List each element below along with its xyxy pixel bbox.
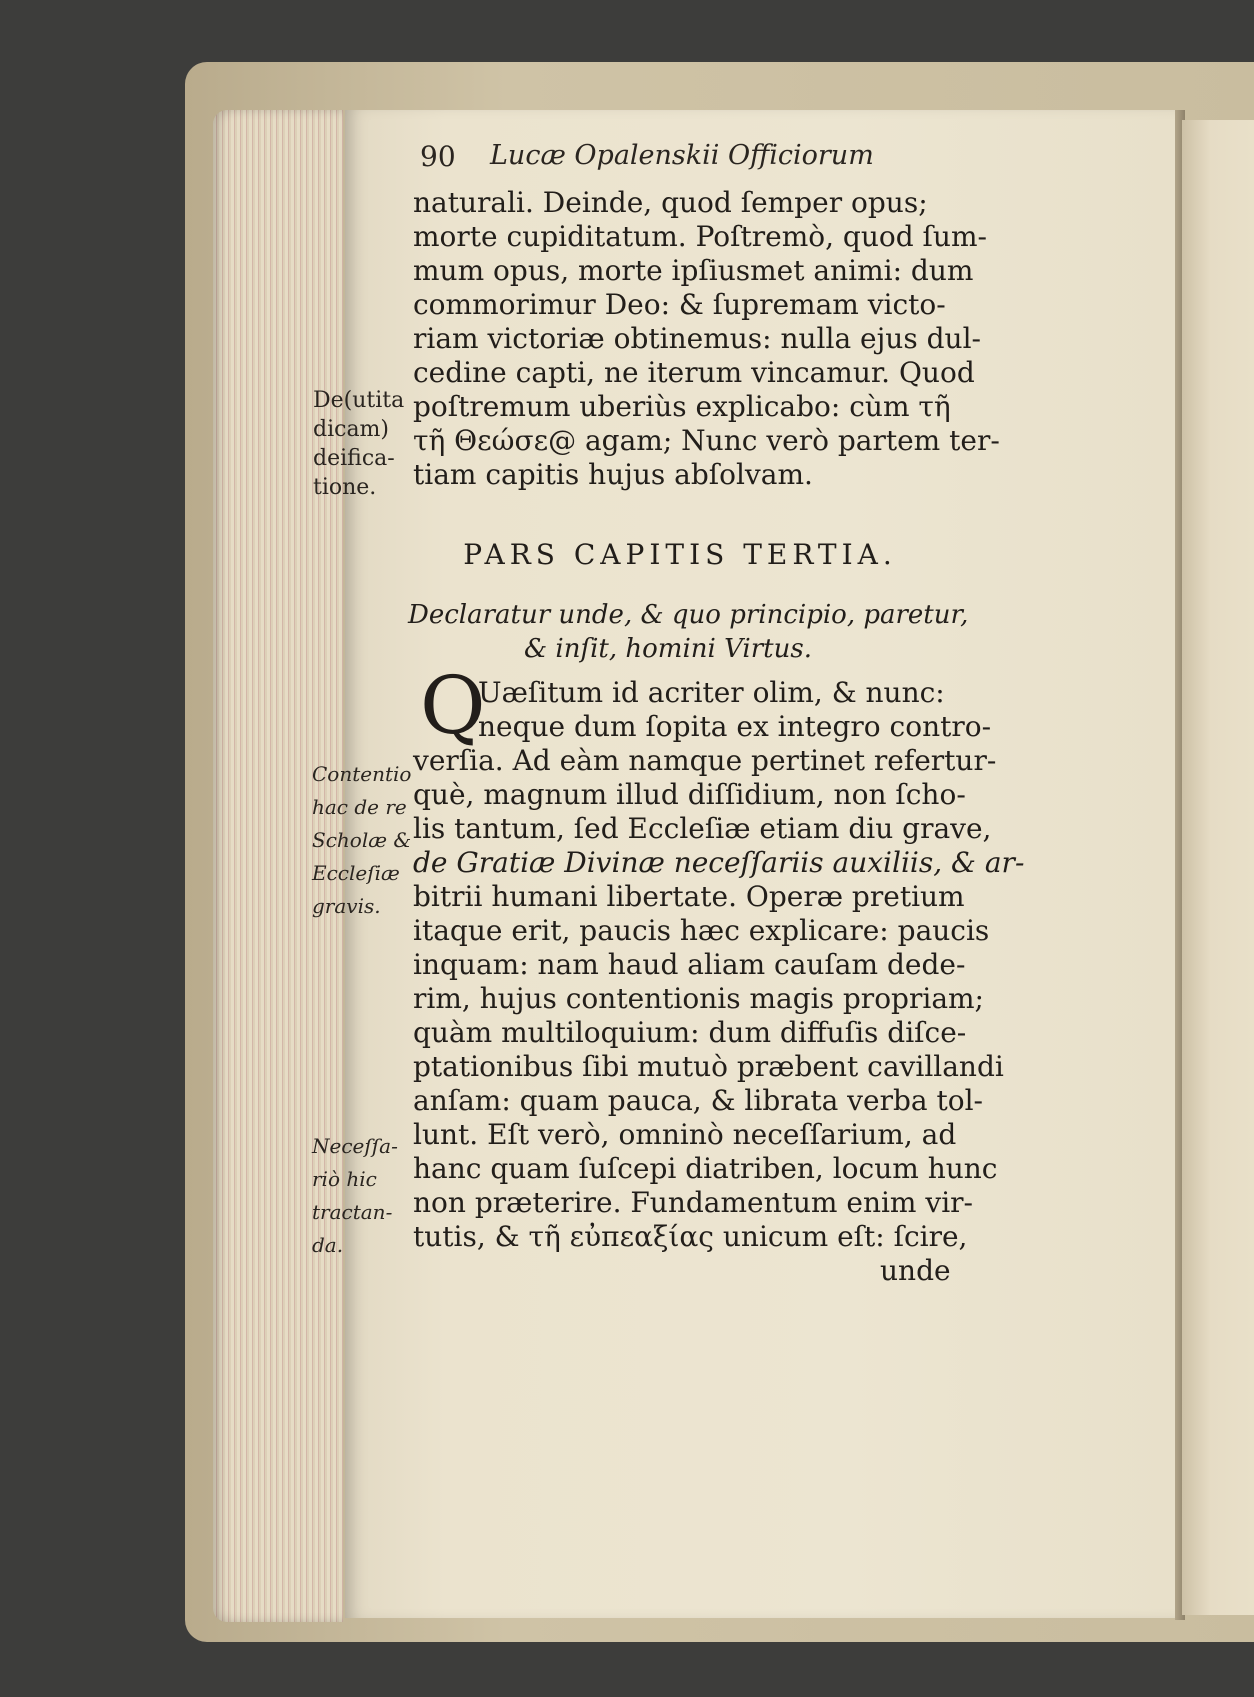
margin-note-line: Eccleſiæ xyxy=(312,861,400,885)
text-line: lunt. Eſt verò, omninò neceſſarium, ad xyxy=(413,1118,957,1151)
margin-note-line: tione. xyxy=(313,475,377,500)
text-line: verſia. Ad eàm namque pertinet refertur- xyxy=(413,744,997,777)
text-line: rim, hujus contentionis magis propriam; xyxy=(413,982,984,1015)
text-line: commorimur Deo: & ſupremam victo- xyxy=(413,288,946,321)
text-line: inquam: nam haud aliam cauſam dede- xyxy=(413,948,966,981)
margin-note-line: dicam) xyxy=(313,417,390,442)
page-number: 90 xyxy=(420,140,456,173)
margin-note-line: Scholæ & xyxy=(312,828,412,852)
sub-heading-line: & inſit, homini Virtus. xyxy=(524,634,812,664)
text-line: de Gratiæ Divinæ neceſſariis auxiliis, & ar- xyxy=(413,846,1025,879)
margin-note-line: riò hic xyxy=(312,1167,377,1191)
text-line: itaque erit, paucis hæc explicare: paucis xyxy=(413,914,990,947)
text-line: anſam: quam pauca, & librata verba tol- xyxy=(413,1084,983,1117)
text-line: lis tantum, ſed Eccleſiæ etiam diu grave, xyxy=(413,812,992,845)
text-line: poſtremum uberiùs explicabo: cùm τῆ xyxy=(413,390,951,423)
section-heading: PARS CAPITIS TERTIA. xyxy=(463,538,897,571)
margin-note-line: hac de re xyxy=(312,795,407,819)
text-line: tutis, & τῆ εὐπεαξίας unicum eſt: ſcire, xyxy=(413,1220,968,1253)
text-line: què, magnum illud diſſidium, non ſcho- xyxy=(413,778,966,811)
facing-page-edge xyxy=(1182,120,1254,1615)
text-line: neque dum ſopita ex integro contro- xyxy=(478,710,992,743)
text-line: morte cupiditatum. Poſtremò, quod ſum- xyxy=(413,220,987,253)
text-line: τῆ Θεώσε@ agam; Nunc verò partem ter- xyxy=(413,424,1000,457)
text-line: ptationibus ſibi mutuò præbent cavillandi xyxy=(413,1050,1004,1083)
text-line: tiam capitis hujus abſolvam. xyxy=(413,458,813,491)
drop-cap: Q xyxy=(420,659,486,752)
text-line: cedine capti, ne iterum vincamur. Quod xyxy=(413,356,975,389)
margin-note-line: da. xyxy=(312,1233,344,1257)
running-title: Lucæ Opalenskii Officiorum xyxy=(490,140,874,171)
sub-heading-line: Declaratur unde, & quo principio, paretur, xyxy=(408,600,969,630)
margin-note-line: tractan- xyxy=(312,1200,393,1224)
text-line: mum opus, morte ipſiusmet animi: dum xyxy=(413,254,974,287)
text-line: quàm multiloquium: dum diffuſis diſce- xyxy=(413,1016,967,1049)
text-line: hanc quam ſuſcepi diatriben, locum hunc xyxy=(413,1152,998,1185)
text-line: riam victoriæ obtinemus: nulla ejus dul- xyxy=(413,322,981,355)
margin-note-line: De(utita xyxy=(313,388,405,413)
text-line: naturali. Deinde, quod ſemper opus; xyxy=(413,186,928,219)
catchword: unde xyxy=(880,1254,951,1287)
text-line: non præterire. Fundamentum enim vir- xyxy=(413,1186,973,1219)
margin-note-line: deifica- xyxy=(313,446,395,471)
margin-note-line: Contentio xyxy=(312,762,412,786)
text-line: Uæſitum id acriter olim, & nunc: xyxy=(478,676,945,709)
text-line: bitrii humani libertate. Operæ pretium xyxy=(413,880,965,913)
margin-note-line: Neceſſa- xyxy=(312,1134,398,1158)
margin-note-line: gravis. xyxy=(312,894,381,918)
